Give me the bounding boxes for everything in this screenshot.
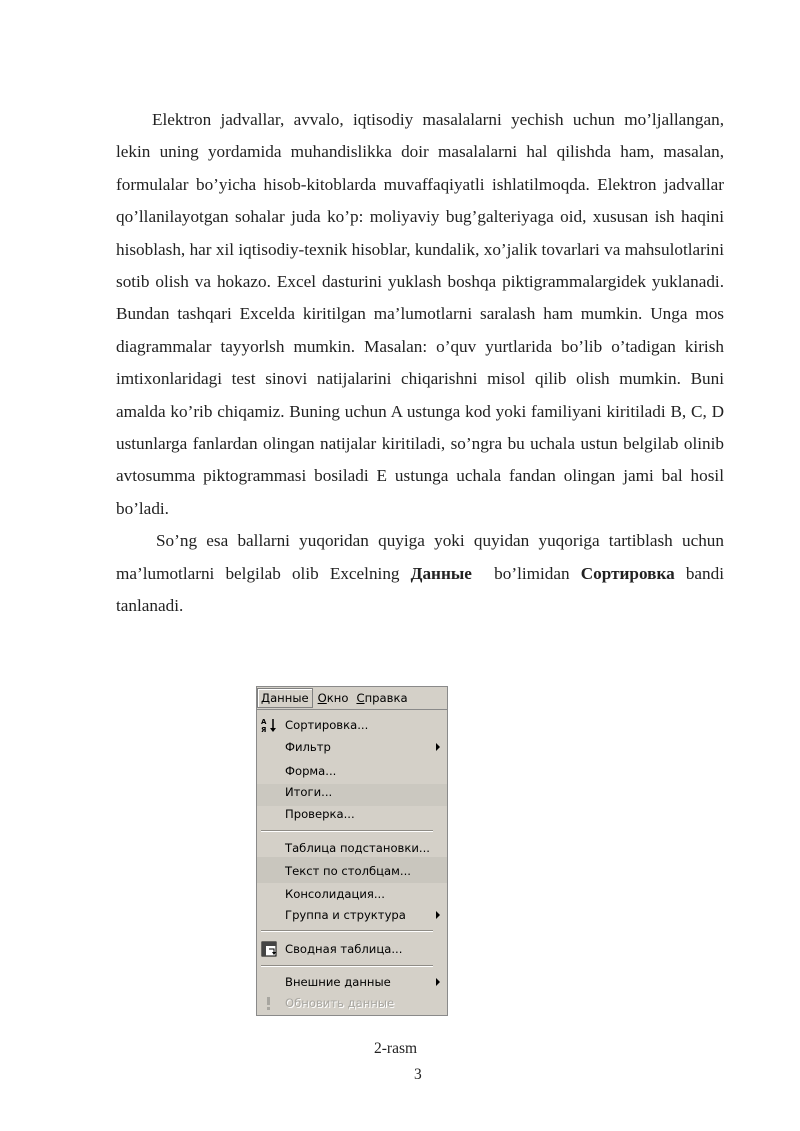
menu-item-label: Фильтр xyxy=(285,740,331,754)
menu-item-validation[interactable] xyxy=(257,803,447,825)
menu-item-text-to-columns[interactable] xyxy=(257,860,447,882)
svg-text:A: A xyxy=(261,718,267,726)
menu-item-label: Текст по столбцам... xyxy=(285,864,411,878)
menu-item-label: Итоги... xyxy=(285,785,333,799)
submenu-arrow-icon xyxy=(436,743,440,751)
menu-item-label: Сортировка... xyxy=(285,718,369,732)
menu-item-group-outline[interactable] xyxy=(257,904,447,926)
menu-item-filter[interactable] xyxy=(257,736,447,758)
sort-az-icon xyxy=(261,717,277,733)
menu-item-label: Форма... xyxy=(285,764,337,778)
menu-item-label: Таблица подстановки... xyxy=(285,841,430,855)
menubar-item-window[interactable]: Окно xyxy=(317,691,349,705)
figure-caption: 2-rasm xyxy=(374,1040,418,1057)
excel-data-menu-screenshot xyxy=(256,686,448,1016)
menu-item-label: Внешние данные xyxy=(285,975,391,989)
menubar-item-data[interactable]: Данные xyxy=(257,688,313,708)
paragraph-2-bold-sortirovka: Сортировка xyxy=(580,563,675,583)
menu-bar xyxy=(257,687,447,710)
menu-separator xyxy=(261,965,433,967)
pivot-table-icon xyxy=(261,941,277,957)
menu-item-sort[interactable] xyxy=(257,714,447,736)
menu-item-label: Консолидация... xyxy=(285,887,385,901)
menu-item-data-table[interactable] xyxy=(257,837,447,859)
paragraph-2-text-c: bandi tanlanadi. xyxy=(116,563,725,616)
menu-item-label: Группа и структура xyxy=(285,908,406,922)
paragraph-2-text-b: bo’limidan xyxy=(471,563,581,583)
menu-item-refresh-data xyxy=(257,992,447,1014)
menu-item-label: Сводная таблица... xyxy=(285,942,403,956)
menu-separator xyxy=(261,830,433,832)
menu-item-consolidate[interactable] xyxy=(257,883,447,905)
menu-separator xyxy=(261,930,433,932)
submenu-arrow-icon xyxy=(436,911,440,919)
menu-item-form[interactable] xyxy=(257,760,447,782)
exclamation-icon xyxy=(261,995,277,1011)
menu-item-label: Проверка... xyxy=(285,807,355,821)
paragraph-2 xyxy=(116,525,724,622)
menu-item-pivot-table[interactable] xyxy=(257,938,447,960)
paragraph-2-text-a: So’ng esa ballarni yuqoridan quyiga yoki quyidan yuqoriga tartiblash uchun ma’lumotlarni belgilab olib Excelning xyxy=(116,531,724,583)
page-number: 3 xyxy=(414,1066,422,1083)
menu-item-external-data[interactable] xyxy=(257,971,447,993)
paragraph-2-bold-dannye: Данные xyxy=(410,563,472,583)
body-text xyxy=(116,104,724,623)
menu-item-label: Обновить данные xyxy=(285,996,395,1010)
paragraph-1: Elektron jadvallar, avvalo, iqtisodiy masalalarni yechish uchun mo’ljallangan, lekin uning yordamida muhandislikka doir masalalarni hal qilishda ham, masalan, formulalar bo’yicha hisob-kitoblarda muvaffaqiyatli ishlatilmoqda. Elektron jadvallar qo’llanilayotgan sohalar juda ko’p: moliyaviy bug’galteriyaga oid, xususan ish haqini hisoblash, har xil iqtisodiy-texnik hisoblar, kundalik, xo’jalik tovarlari va mahsulotlarini sotib olish va hokazo. Excel dasturini yuklash boshqa piktigrammalargidek yuklanadi. Bundan tashqari Excelda kiritilgan ma’lumotlarni saralash ham mumkin. Unga mos diagrammalar tayyorlsh mumkin. Masalan: o’quv yurtlarida bo’lib o’tadigan kirish imtixonlaridagi test sinovi natijalarini chiqarishni misol qilib olish mumkin. Buni amalda ko’rib chiqamiz. Buning uchun A ustunga kod yoki familiyani kiritiladi B, C, D ustunlarga fanlardan olingan natijalar kiritiladi, so’ngra bu uchala ustun belgilab olinib avtosumma piktogrammasi bosiladi E ustunga uchala fandan olingan jami bal hosil bo’ladi. xyxy=(116,110,724,518)
menu-item-subtotals[interactable] xyxy=(257,781,447,803)
menubar-item-help[interactable]: Справка xyxy=(356,691,408,705)
submenu-arrow-icon xyxy=(436,978,440,986)
svg-text:Я: Я xyxy=(261,726,267,733)
